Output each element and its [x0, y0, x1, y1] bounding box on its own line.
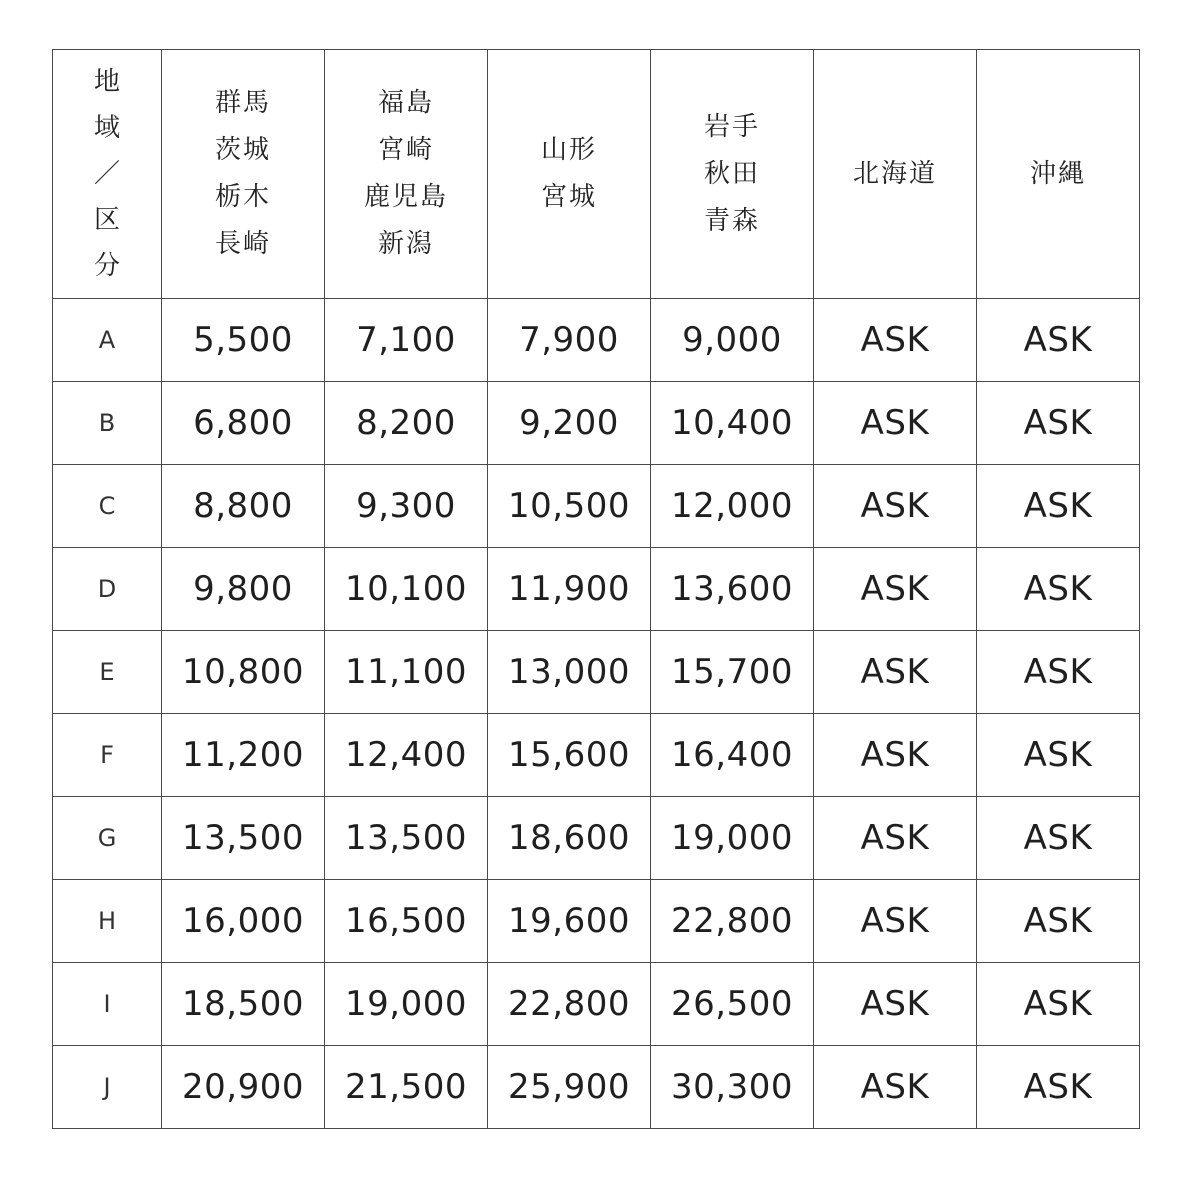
corner-header-char: 区 [93, 205, 120, 235]
rate-cell-fukushima: 7,100 [325, 299, 488, 382]
rate-cell-yamagata: 7,900 [488, 299, 651, 382]
table-row [53, 465, 1140, 548]
region-name: 北海道 [852, 158, 937, 189]
region-header-fukushima [325, 50, 488, 299]
table-row [53, 797, 1140, 880]
rate-cell-okinawa: ASK [977, 631, 1140, 714]
region-name: 宮城 [540, 182, 597, 212]
region-name: 山形 [540, 135, 597, 165]
rate-cell-okinawa: ASK [977, 465, 1140, 548]
rate-cell-hokkaido: ASK [814, 548, 977, 631]
rate-cell-iwate: 12,000 [651, 465, 814, 548]
table-row [53, 714, 1140, 797]
rate-cell-iwate: 13,600 [651, 548, 814, 631]
rate-cell-hokkaido: ASK [814, 963, 977, 1046]
table-row [53, 631, 1140, 714]
rate-cell-yamagata: 11,900 [488, 548, 651, 631]
header-row [53, 50, 1140, 299]
rate-cell-yamagata: 18,600 [488, 797, 651, 880]
rate-cell-yamagata: 22,800 [488, 963, 651, 1046]
rate-cell-iwate: 26,500 [651, 963, 814, 1046]
rate-cell-gunma: 10,800 [162, 631, 325, 714]
rate-cell-yamagata: 15,600 [488, 714, 651, 797]
rate-cell-hokkaido: ASK [814, 465, 977, 548]
size-class-cell: A [53, 299, 162, 382]
region-name: 群馬 [214, 88, 271, 118]
rate-cell-okinawa: ASK [977, 1046, 1140, 1129]
rate-cell-iwate: 22,800 [651, 880, 814, 963]
region-name: 沖縄 [1029, 158, 1086, 189]
rate-cell-okinawa: ASK [977, 880, 1140, 963]
rate-cell-hokkaido: ASK [814, 714, 977, 797]
rate-cell-iwate: 15,700 [651, 631, 814, 714]
rate-cell-fukushima: 8,200 [325, 382, 488, 465]
corner-header-char: ／ [93, 159, 120, 189]
region-name: 福島 [377, 88, 434, 118]
size-class-cell: F [53, 714, 162, 797]
region-name: 秋田 [703, 158, 760, 189]
rate-cell-yamagata: 9,200 [488, 382, 651, 465]
region-name: 茨城 [214, 135, 271, 165]
rate-cell-okinawa: ASK [977, 548, 1140, 631]
corner-header-char: 分 [93, 251, 120, 281]
rate-cell-gunma: 6,800 [162, 382, 325, 465]
table-row [53, 299, 1140, 382]
rate-cell-okinawa: ASK [977, 797, 1140, 880]
table-row [53, 880, 1140, 963]
region-header-iwate [651, 50, 814, 299]
rate-cell-gunma: 18,500 [162, 963, 325, 1046]
rate-cell-fukushima: 11,100 [325, 631, 488, 714]
rate-cell-iwate: 9,000 [651, 299, 814, 382]
region-name: 青森 [703, 205, 760, 236]
table-row [53, 382, 1140, 465]
rate-cell-fukushima: 16,500 [325, 880, 488, 963]
table-row [53, 963, 1140, 1046]
region-name: 長崎 [214, 229, 271, 259]
region-class-corner-header [53, 50, 162, 299]
rate-cell-iwate: 16,400 [651, 714, 814, 797]
corner-header-char: 地 [93, 67, 120, 97]
rate-cell-fukushima: 21,500 [325, 1046, 488, 1129]
size-class-cell: C [53, 465, 162, 548]
region-header-hokkaido [814, 50, 977, 299]
rate-cell-hokkaido: ASK [814, 797, 977, 880]
size-class-cell: H [53, 880, 162, 963]
rate-cell-hokkaido: ASK [814, 631, 977, 714]
region-name: 栃木 [214, 182, 271, 212]
rate-cell-hokkaido: ASK [814, 1046, 977, 1129]
rate-cell-hokkaido: ASK [814, 880, 977, 963]
rate-cell-yamagata: 25,900 [488, 1046, 651, 1129]
region-name: 宮崎 [377, 135, 434, 165]
size-class-cell: D [53, 548, 162, 631]
table-row [53, 1046, 1140, 1129]
rate-cell-fukushima: 19,000 [325, 963, 488, 1046]
rate-cell-gunma: 9,800 [162, 548, 325, 631]
region-name: 新潟 [377, 229, 434, 259]
rate-cell-yamagata: 19,600 [488, 880, 651, 963]
region-name: 鹿児島 [363, 182, 448, 212]
region-header-okinawa [977, 50, 1140, 299]
rate-cell-iwate: 30,300 [651, 1046, 814, 1129]
shipping-rate-table [52, 49, 1140, 1129]
rate-cell-okinawa: ASK [977, 382, 1140, 465]
rate-cell-gunma: 11,200 [162, 714, 325, 797]
rate-cell-fukushima: 13,500 [325, 797, 488, 880]
rate-cell-yamagata: 10,500 [488, 465, 651, 548]
size-class-cell: G [53, 797, 162, 880]
size-class-cell: J [53, 1046, 162, 1129]
rate-cell-iwate: 19,000 [651, 797, 814, 880]
corner-header-char: 域 [93, 113, 120, 143]
rate-cell-okinawa: ASK [977, 299, 1140, 382]
size-class-cell: B [53, 382, 162, 465]
rate-cell-hokkaido: ASK [814, 382, 977, 465]
rate-cell-yamagata: 13,000 [488, 631, 651, 714]
rate-cell-okinawa: ASK [977, 714, 1140, 797]
rate-cell-gunma: 16,000 [162, 880, 325, 963]
table-row [53, 548, 1140, 631]
rate-cell-fukushima: 9,300 [325, 465, 488, 548]
size-class-cell: I [53, 963, 162, 1046]
rate-cell-gunma: 20,900 [162, 1046, 325, 1129]
rate-cell-gunma: 13,500 [162, 797, 325, 880]
rate-cell-gunma: 8,800 [162, 465, 325, 548]
region-header-yamagata [488, 50, 651, 299]
rate-cell-fukushima: 10,100 [325, 548, 488, 631]
region-name: 岩手 [703, 111, 760, 142]
rate-table-body [53, 299, 1140, 1129]
rate-cell-gunma: 5,500 [162, 299, 325, 382]
rate-cell-hokkaido: ASK [814, 299, 977, 382]
rate-cell-fukushima: 12,400 [325, 714, 488, 797]
rate-cell-okinawa: ASK [977, 963, 1140, 1046]
rate-cell-iwate: 10,400 [651, 382, 814, 465]
size-class-cell: E [53, 631, 162, 714]
region-header-gunma [162, 50, 325, 299]
